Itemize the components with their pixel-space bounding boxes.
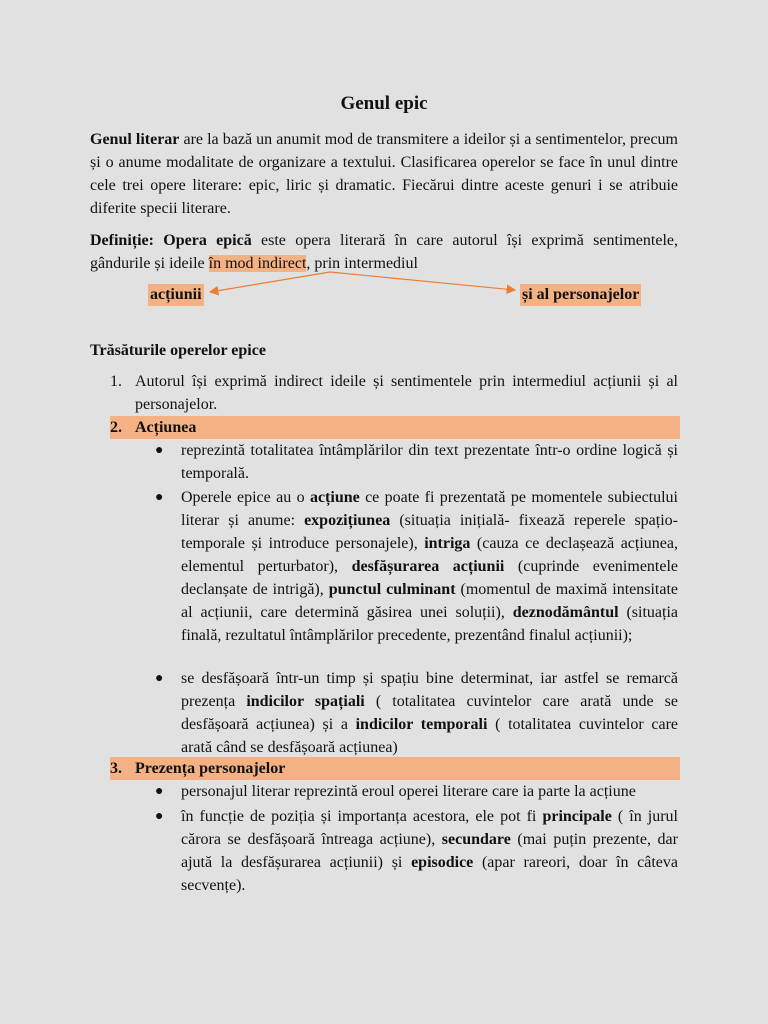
bullet-icon: ● [155, 671, 164, 686]
section-heading: Acțiunea [135, 419, 197, 436]
text-run: Operele epice au o [181, 489, 310, 506]
item-number: 2. [110, 419, 122, 436]
bullet-text [181, 667, 678, 759]
definition-term: Opera epică [163, 232, 252, 249]
bullet-text: reprezintă totalitatea întâmplărilor din text prezentate într-o ordine logică și temporală. [181, 442, 678, 482]
bold-term: deznodământul [512, 604, 619, 621]
definition-paragraph [90, 229, 678, 275]
text-run: în funcție de poziția și importanța acestora, ele pot fi [181, 808, 543, 825]
intro-paragraph [90, 128, 678, 220]
bullet-icon: ● [155, 809, 164, 824]
bullet-text: personajul literar reprezintă eroul operei literare care ia parte la acțiune [181, 783, 636, 800]
text-run: (momentul de maximă intensitate al acțiunii, care determină găsirea unei soluții), [181, 581, 678, 621]
bullet-text [181, 805, 678, 897]
bold-term: acțiune [309, 489, 360, 506]
feature-item-1 [110, 370, 678, 416]
page-title: Genul epic [340, 93, 428, 114]
definition-highlight: în mod indirect [208, 255, 307, 272]
text-run: (mai puțin prezente, dar ajută la desfășurarea acțiunii) și [181, 831, 678, 871]
section-heading: Prezența personajelor [135, 760, 286, 777]
bold-term: intriga [424, 535, 471, 552]
bold-term: punctul culminant [328, 581, 456, 598]
text-run: (apar rareori, doar în câteva secvențe). [181, 854, 678, 894]
bold-term: expozițiunea [304, 512, 391, 529]
bold-term: secundare [441, 831, 511, 848]
text-run: (situația inițială- fixează reperele spațio-temporale și introduce personajele), [181, 512, 679, 552]
section-bar-actiunea [110, 416, 680, 439]
bold-term: episodice [411, 854, 474, 871]
text-run: ce poate fi prezentată pe momentele subiectului literar și anume: [181, 489, 679, 529]
text-run: (situația finală, rezultatul întâmplărilor precedente, prezentând finalul acțiunii); [181, 604, 678, 644]
item-number: 3. [110, 760, 122, 777]
definition-label: Definiție: [90, 232, 154, 249]
bullet-text [181, 486, 678, 647]
label-actiunii: acțiunii [148, 284, 204, 306]
text-run: se desfășoară într-un timp și spațiu bine determinat, iar astfel se remarcă prezența [181, 670, 678, 710]
bold-term: indicilor temporali [355, 716, 488, 733]
bullet-icon: ● [155, 443, 164, 458]
bullet-item [155, 667, 678, 759]
bullet-item [155, 805, 678, 897]
definition-text-before: este opera literară în care autorul își exprimă sentimentele, gândurile și ideile [90, 232, 679, 272]
bullet-icon: ● [155, 784, 164, 799]
bullet-item [155, 780, 678, 803]
text-run: (cuprinde evenimentele declanșate de intrigă), [181, 558, 679, 598]
bullet-icon: ● [155, 490, 164, 505]
item-text: Autorul își exprimă indirect ideile și sentimentele prin intermediul acțiunii și al personajelor. [135, 373, 678, 413]
text-run: ( în jurul cărora se desfășoară întreaga acțiune), [181, 808, 678, 848]
bold-term: desfășurarea acțiunii [351, 558, 505, 575]
bold-term: indicilor spațiali [246, 693, 365, 710]
item-number: 1. [110, 373, 122, 390]
bullet-item [155, 486, 678, 647]
text-run: (cauza ce declașează acțiunea, elementul perturbator), [181, 535, 678, 575]
bullet-item [155, 439, 678, 485]
arrow-to-actiunii [210, 272, 330, 292]
text-run: ( totalitatea cuvintelor care arată unde se desfășoară acțiunea) și a [181, 693, 678, 733]
text-run: ( totalitatea cuvintelor care arată când se desfășoară acțiunea) [181, 716, 679, 756]
intro-text: are la bază un anumit mod de transmitere a ideilor și a sentimentelor, precum și o anume modalitate de organizare a textului. Clasificarea operelor se face în unul dintre cele trei opere literare: epic, liric și dramatic. Fiecărui dintre aceste genuri i se atribuie diferite specii literare. [90, 131, 679, 217]
bold-term: principale [542, 808, 612, 825]
intro-term: Genul literar [90, 131, 180, 148]
features-heading: Trăsăturile operelor epice [90, 342, 266, 359]
label-personajelor: și al personajelor [520, 284, 641, 306]
section-bar-personaje [110, 757, 680, 780]
definition-text-after: , prin intermediul [306, 255, 418, 272]
